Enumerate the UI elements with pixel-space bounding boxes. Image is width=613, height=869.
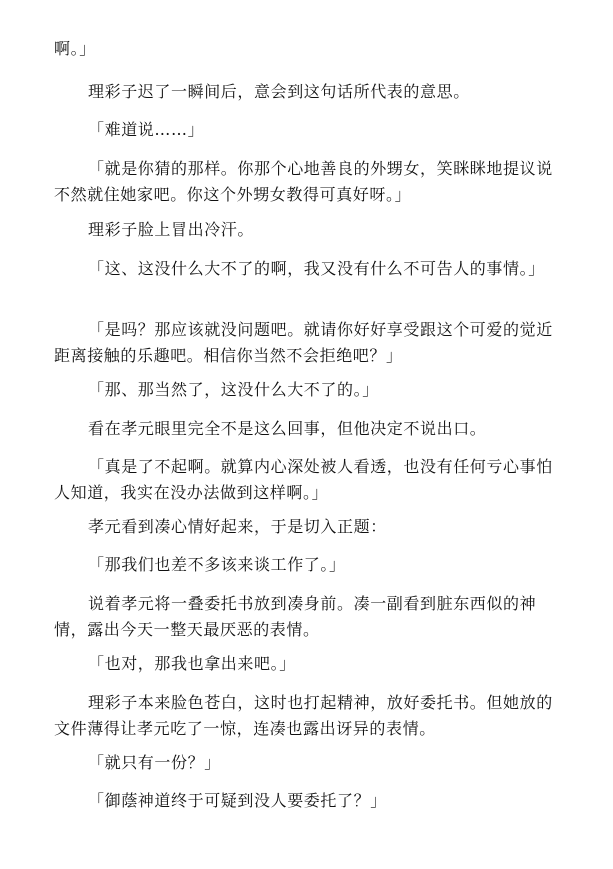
paragraph-2: 理彩子迟了一瞬间后，意会到这句话所代表的意思。 — [88, 82, 470, 101]
paragraph-11: 孝元看到凑心情好起来，于是切入正题： — [88, 517, 387, 536]
paragraph-8: 「那、那当然了，这没什么大不了的。」 — [88, 380, 379, 399]
paragraph-3: 「难道说……」 — [88, 120, 205, 139]
paragraph-16: 「就只有一份？」 — [88, 753, 221, 772]
paragraph-1: 啊。」 — [54, 39, 96, 58]
paragraph-12: 「那我们也差不多该来谈工作了。」 — [88, 555, 346, 574]
paragraph-17: 「御蔭神道终于可疑到没人要委托了？」 — [88, 791, 387, 810]
paragraph-5: 理彩子脸上冒出冷汗。 — [88, 220, 255, 239]
paragraph-14: 「也对，那我也拿出来吧。」 — [88, 654, 296, 673]
paragraph-10: 「真是了不起啊。就算内心深处被人看透，也没有任何亏心事怕人知道，我实在没办法做到这样啊。」 — [54, 457, 553, 502]
paragraph-4: 「就是你猜的那样。你那个心地善良的外甥女，笑眯眯地提议说不然就住她家吧。你这个外甥女教得可真好呀。」 — [54, 159, 553, 204]
paragraph-9: 看在孝元眼里完全不是这么回事，但他决定不说出口。 — [88, 419, 487, 438]
paragraph-6: 「这、这没什么大不了的啊，我又没有什么不可告人的事情。」 — [88, 259, 545, 278]
paragraph-15: 理彩子本来脸色苍白，这时也打起精神，放好委托书。但她放的文件薄得让孝元吃了一惊，连凑也露出讶异的表情。 — [54, 693, 553, 738]
paragraph-13: 说着孝元将一叠委托书放到凑身前。凑一副看到脏东西似的神情，露出今天一整天最厌恶的表情。 — [54, 594, 537, 639]
paragraph-7: 「是吗？那应该就没问题吧。就请你好好享受跟这个可爱的觉近距离接触的乐趣吧。相信你当然不会拒绝吧？」 — [54, 320, 553, 365]
